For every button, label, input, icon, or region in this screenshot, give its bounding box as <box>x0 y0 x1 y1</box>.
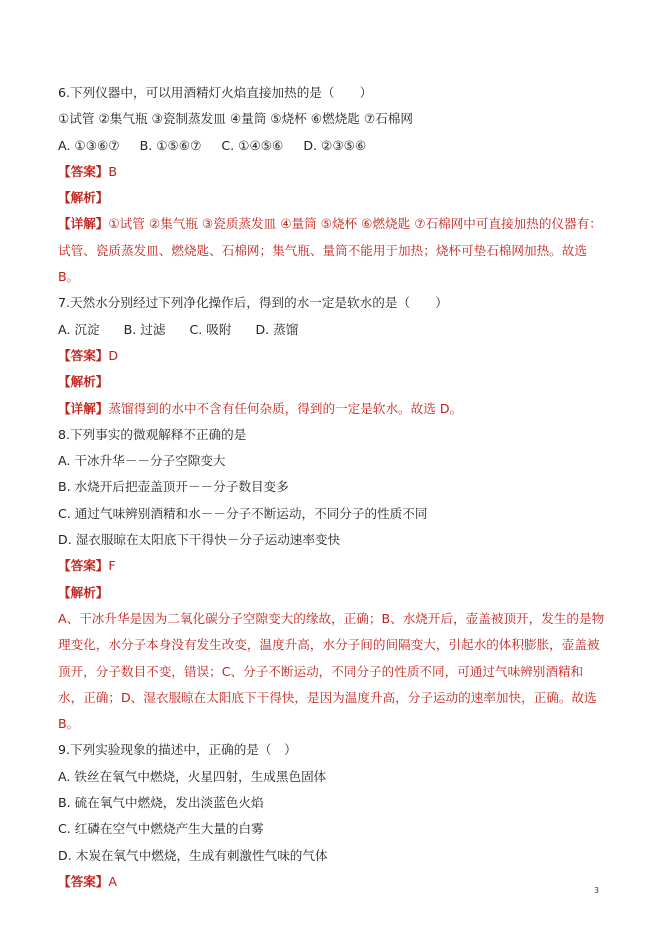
q6-analysis-tag: 【解析】 <box>58 190 109 206</box>
q9-answer-tag: 【答案】 <box>58 873 109 889</box>
q6-detail-text: ①试管 ②集气瓶 ③瓷质蒸发皿 ④量筒 ⑤烧杯 ⑥燃烧匙 ⑦石棉网中可直接加热的仪器有：试管、瓷质蒸发皿、燃烧匙、石棉网；集气瓶、量筒不能用于加热；烧杯可垫石棉网加热。故选 B。 <box>58 216 602 285</box>
q6-items: ①试管 ②集气瓶 ③瓷制蒸发皿 ④量筒 ⑤烧杯 ⑥燃烧匙 ⑦石棉网 <box>58 111 413 127</box>
q8-option-c: C. 通过气味辨别酒精和水－－分子不断运动，不同分子的性质不同 <box>58 505 428 521</box>
q9-option-b: B. 硫在氧气中燃烧，发出淡蓝色火焰 <box>58 795 264 811</box>
q7-detail-tag: 【详解】 <box>58 400 109 416</box>
q6-stem: 6.下列仪器中，可以用酒精灯火焰直接加热的是（ ） <box>58 85 373 100</box>
q7-option-a: A. 沉淀 <box>58 321 100 337</box>
q8-option-b: B. 水烧开后把壶盖顶开－－分子数目变多 <box>58 479 289 495</box>
q7-stem: 7.天然水分别经过下列净化操作后，得到的水一定是软水的是（ ） <box>58 295 448 311</box>
q6-options <box>58 133 606 159</box>
q8-analysis-tag: 【解析】 <box>58 584 109 600</box>
q9-option-d: D. 木炭在氧气中燃烧，生成有刺激性气味的气体 <box>58 847 328 863</box>
q8-option-d: D. 湿衣服晾在太阳底下干得快－分子运动速率变快 <box>58 532 341 548</box>
page-number: 3 <box>594 886 600 895</box>
q7-answer-value: D <box>108 347 119 363</box>
q7-options <box>58 317 606 343</box>
q9-option-c: C. 红磷在空气中燃烧产生大量的白雾 <box>58 821 264 837</box>
q9-answer-value: A <box>108 873 117 889</box>
q7-detail-text: 蒸馏得到的水中不含有任何杂质，得到的一定是软水。故选 D。 <box>108 400 463 416</box>
q7-option-b: B. 过滤 <box>123 321 166 337</box>
page-content <box>58 80 606 895</box>
q9-option-a: A. 铁丝在氧气中燃烧，火星四射，生成黑色固体 <box>58 768 327 784</box>
q7-analysis-tag: 【解析】 <box>58 374 109 390</box>
q8-answer-tag: 【答案】 <box>58 558 109 574</box>
q9-stem: 9.下列实验现象的描述中，正确的是（ ） <box>58 742 297 758</box>
q7-answer-tag: 【答案】 <box>58 347 109 363</box>
q7-detail <box>58 396 606 422</box>
q6-answer-value: B <box>108 163 118 179</box>
q6-answer-tag: 【答案】 <box>58 163 109 179</box>
q6-detail <box>58 211 606 290</box>
q6-detail-tag: 【详解】 <box>58 216 109 232</box>
q6-option-b: B. ①⑤⑥⑦ <box>139 137 202 153</box>
q8-stem: 8.下列事实的微观解释不正确的是 <box>58 426 247 442</box>
q7-option-c: C. 吸附 <box>189 321 232 337</box>
q6-option-c: C. ①④⑤⑥ <box>221 137 284 153</box>
q7-answer <box>58 343 606 369</box>
q8-answer <box>58 553 606 579</box>
q8-option-a: A. 干冰升华－－分子空隙变大 <box>58 453 226 469</box>
q7-option-d: D. 蒸馏 <box>255 321 299 337</box>
q8-answer-value: F <box>108 558 116 574</box>
q8-detail: A、干冰升华是因为二氧化碳分子空隙变大的缘故，正确；B、水烧开后，壶盖被顶开，发生的是物理变化，水分子本身没有发生改变，温度升高，水分子间的间隔变大，引起水的体积膨胀，壶盖被顶开，分子数目不变，错误；C、分子不断运动，不同分子的性质不同，可通过气味辨别酒精和水，正确；D、湿衣服晾在太阳底下干得快，是因为温度升高，分子运动的速率加快，正确。故选 B。 <box>58 610 605 732</box>
q9-answer <box>58 869 606 895</box>
q6-option-d: D. ②③⑤⑥ <box>303 137 367 153</box>
q6-answer <box>58 159 606 185</box>
q6-option-a: A. ①③⑥⑦ <box>58 137 120 153</box>
